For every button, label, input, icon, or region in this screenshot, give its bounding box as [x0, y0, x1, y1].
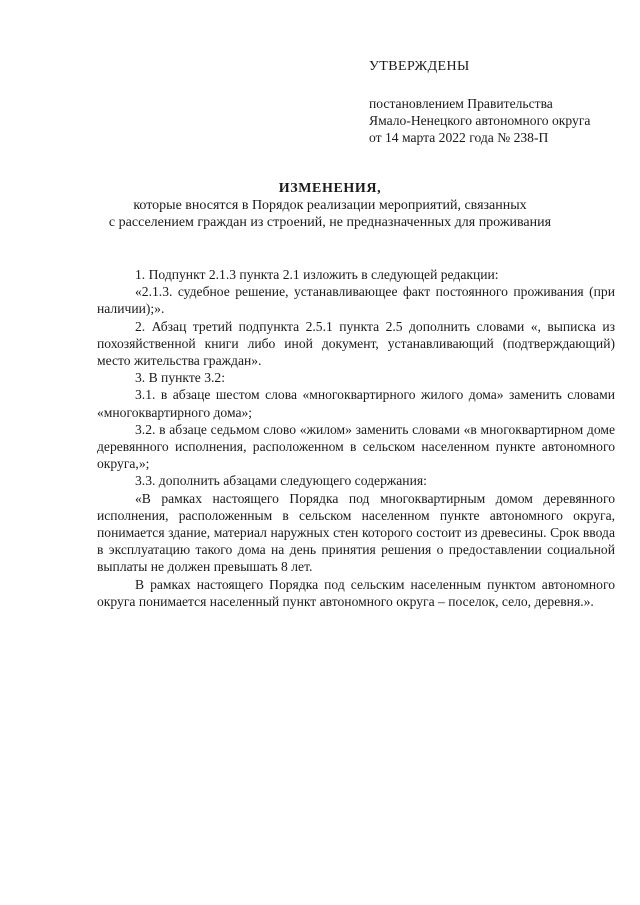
paragraph-3-3-text-2: В рамках настоящего Порядка под сельским населенным пунктом автономного округа понимается населенный пункт автономного округа – поселок, село, деревня.». — [97, 576, 615, 609]
heading-title: ИЗМЕНЕНИЯ, — [278, 181, 382, 196]
approval-line-government: Ямало-Ненецкого автономного округа — [369, 113, 591, 128]
paragraph-1-text: «2.1.3. судебное решение, устанавливающее факт постоянного проживания (при наличии);». — [97, 284, 615, 317]
document-body — [97, 266, 615, 610]
approval-line-date-number: от 14 марта 2022 года № 238-П — [369, 130, 549, 145]
paragraph-3: 3. В пункте 3.2: — [135, 370, 225, 386]
heading-subtitle-line-2: с расселением граждан из строений, не предназначенных для проживания — [108, 215, 552, 230]
approval-title: УТВЕРЖДЕНЫ — [369, 59, 470, 74]
paragraph-3-2: 3.2. в абзаце седьмом слово «жилом» заменить словами «в многоквартирном доме деревянного исполнения, расположенном в сельском населенном пункте автономного округа,»; — [97, 421, 615, 472]
paragraph-3-1: 3.1. в абзаце шестом слова «многоквартирного жилого дома» заменить словами «многоквартирного дома»; — [97, 387, 615, 420]
document-heading — [60, 180, 600, 231]
heading-subtitle-line-1: которые вносятся в Порядок реализации мероприятий, связанных — [133, 198, 527, 213]
approval-block — [369, 58, 634, 146]
paragraph-1: 1. Подпункт 2.1.3 пункта 2.1 изложить в следующей редакции: — [135, 267, 499, 282]
paragraph-2: 2. Абзац третий подпункта 2.5.1 пункта 2.5 дополнить словами «, выписка из похозяйственной книги либо иной документ, устанавливающий (подтверждающий) место жительства граждан». — [97, 318, 615, 369]
paragraph-3-3-text-1: «В рамках настоящего Порядка под многоквартирным домом деревянного исполнения, расположенным в сельском населенном пункте автономного округа, понимается здание, материал наружных стен которого состоит из древесины. Срок ввода в эксплуатацию такого дома на день принятия решения о предоставлении социальной выплаты не должен превышать 8 лет. — [97, 490, 615, 575]
approval-line-resolution: постановлением Правительства — [369, 96, 553, 111]
paragraph-3-3: 3.3. дополнить абзацами следующего содержания: — [135, 473, 427, 489]
